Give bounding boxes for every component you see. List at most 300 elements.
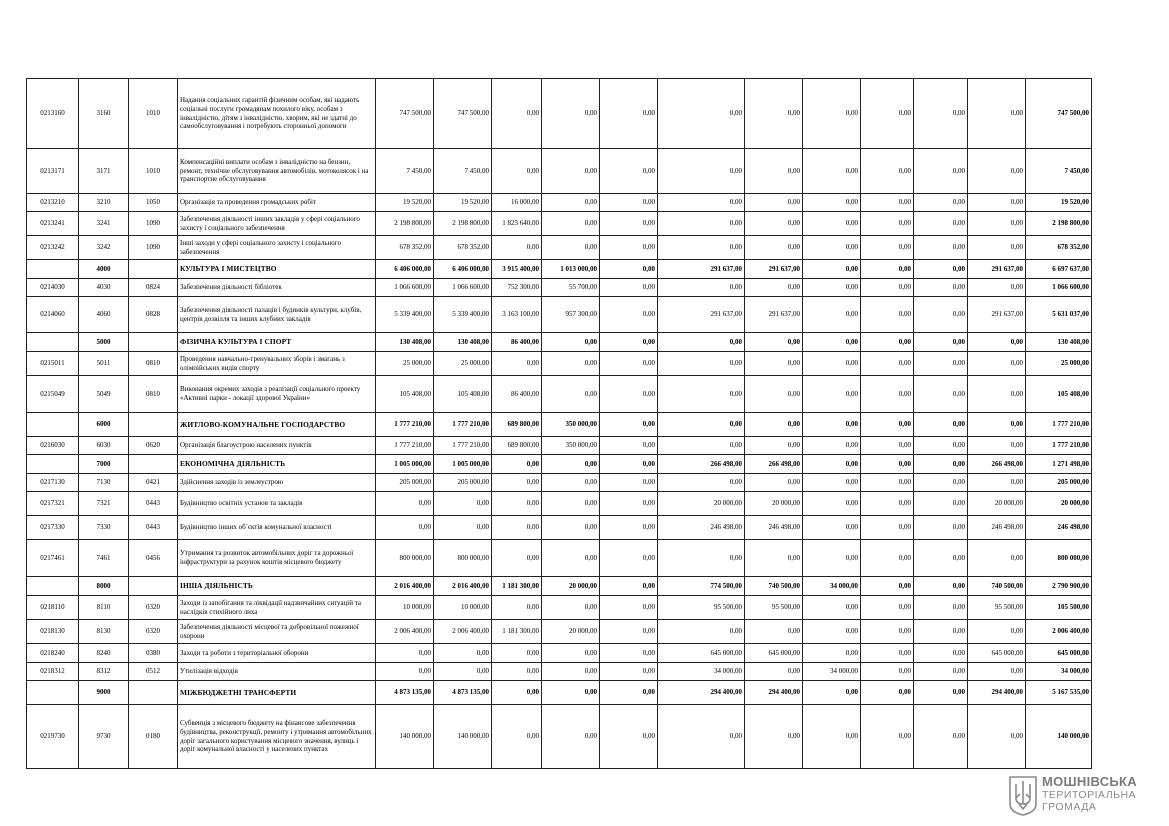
amount-cell: 0,00 — [600, 149, 658, 194]
amount-cell: 20 000,00 — [745, 492, 803, 516]
amount-cell: 0,00 — [803, 516, 861, 540]
amount-cell: 0,00 — [803, 297, 861, 333]
amount-cell: 774 500,00 — [658, 577, 745, 596]
amount-cell: 0,00 — [600, 492, 658, 516]
amount-cell: 0,00 — [376, 644, 434, 663]
amount-cell: 130 408,00 — [434, 333, 492, 352]
amount-cell: 0,00 — [600, 413, 658, 437]
amount-cell: 0,00 — [600, 455, 658, 474]
amount-cell: 1 823 640,00 — [492, 212, 542, 236]
amount-cell: 0,00 — [745, 474, 803, 492]
function-code-cell: 0320 — [129, 620, 178, 644]
amount-cell: 0,00 — [803, 413, 861, 437]
table-row — [27, 149, 1092, 194]
amount-cell: 34 000,00 — [658, 663, 745, 681]
amount-cell: 294 400,00 — [658, 681, 745, 705]
amount-cell: 0,00 — [745, 620, 803, 644]
amount-cell: 0,00 — [745, 376, 803, 413]
amount-cell: 0,00 — [658, 194, 745, 212]
program-code-cell: 0215049 — [27, 376, 79, 413]
function-code-cell — [129, 577, 178, 596]
amount-cell: 4 873 135,00 — [376, 681, 434, 705]
amount-cell: 0,00 — [914, 474, 968, 492]
amount-cell: 20 000,00 — [542, 620, 600, 644]
amount-cell: 2 016 400,00 — [434, 577, 492, 596]
amount-cell: 105 500,00 — [1026, 596, 1092, 620]
amount-cell: 246 498,00 — [745, 516, 803, 540]
program-name-cell: Будівництво освітніх установ та закладів — [178, 492, 376, 516]
amount-cell: 0,00 — [542, 596, 600, 620]
program-code-cell: 0213241 — [27, 212, 79, 236]
function-code-cell: 1010 — [129, 149, 178, 194]
amount-cell: 140 000,00 — [434, 705, 492, 769]
amount-cell: 0,00 — [542, 474, 600, 492]
table-row — [27, 663, 1092, 681]
amount-cell: 0,00 — [968, 79, 1026, 149]
program-name-cell: Будівництво інших об`єктів комунальної власності — [178, 516, 376, 540]
amount-cell: 0,00 — [803, 279, 861, 297]
program-number-cell: 9000 — [79, 681, 129, 705]
function-code-cell: 0828 — [129, 297, 178, 333]
amount-cell: 0,00 — [861, 236, 914, 260]
amount-cell: 34 000,00 — [1026, 663, 1092, 681]
amount-cell: 0,00 — [600, 297, 658, 333]
amount-cell: 0,00 — [861, 149, 914, 194]
amount-cell: 645 000,00 — [1026, 644, 1092, 663]
program-code-cell: 0215011 — [27, 352, 79, 376]
amount-cell: 0,00 — [492, 663, 542, 681]
amount-cell: 7 450,00 — [1026, 149, 1092, 194]
amount-cell: 0,00 — [968, 663, 1026, 681]
table-row — [27, 540, 1092, 577]
program-code-cell: 0214060 — [27, 297, 79, 333]
amount-cell: 0,00 — [914, 492, 968, 516]
logo-line-1: МОШНІВСЬКА — [1042, 774, 1137, 789]
program-code-cell: 0217330 — [27, 516, 79, 540]
amount-cell: 105 408,00 — [376, 376, 434, 413]
program-name-cell: Організація та проведення громадських робіт — [178, 194, 376, 212]
amount-cell: 0,00 — [658, 212, 745, 236]
program-number-cell: 6000 — [79, 413, 129, 437]
amount-cell: 0,00 — [861, 376, 914, 413]
amount-cell: 20 000,00 — [1026, 492, 1092, 516]
amount-cell: 5 631 037,00 — [1026, 297, 1092, 333]
amount-cell: 0,00 — [600, 79, 658, 149]
program-number-cell: 3241 — [79, 212, 129, 236]
amount-cell: 752 300,00 — [492, 279, 542, 297]
amount-cell: 95 500,00 — [968, 596, 1026, 620]
amount-cell: 0,00 — [803, 79, 861, 149]
program-number-cell: 3242 — [79, 236, 129, 260]
amount-cell: 0,00 — [803, 212, 861, 236]
amount-cell: 0,00 — [658, 540, 745, 577]
amount-cell: 0,00 — [600, 516, 658, 540]
amount-cell: 0,00 — [492, 681, 542, 705]
amount-cell: 7 450,00 — [376, 149, 434, 194]
program-name-cell: КУЛЬТУРА І МИСТЕЦТВО — [178, 260, 376, 279]
amount-cell: 0,00 — [861, 681, 914, 705]
amount-cell: 0,00 — [600, 577, 658, 596]
amount-cell: 291 637,00 — [968, 297, 1026, 333]
amount-cell: 0,00 — [600, 212, 658, 236]
program-code-cell: 0213242 — [27, 236, 79, 260]
program-code-cell — [27, 455, 79, 474]
amount-cell: 0,00 — [600, 376, 658, 413]
amount-cell: 0,00 — [914, 279, 968, 297]
program-name-cell: Забезпечення діяльності палаців i будинків культури, клубів, центрів дозвілля та iнших клубних закладів — [178, 297, 376, 333]
program-name-cell: Виконання окремих заходів з реалізації соціального проекту «Активні парки - локації здорової України» — [178, 376, 376, 413]
group-row — [27, 413, 1092, 437]
amount-cell: 0,00 — [861, 194, 914, 212]
program-code-cell: 0217321 — [27, 492, 79, 516]
amount-cell: 0,00 — [914, 352, 968, 376]
amount-cell: 0,00 — [914, 596, 968, 620]
amount-cell: 0,00 — [968, 279, 1026, 297]
amount-cell: 0,00 — [600, 663, 658, 681]
program-number-cell: 5011 — [79, 352, 129, 376]
amount-cell: 34 000,00 — [803, 577, 861, 596]
amount-cell: 350 000,00 — [542, 413, 600, 437]
amount-cell: 105 408,00 — [1026, 376, 1092, 413]
group-row — [27, 681, 1092, 705]
amount-cell: 0,00 — [914, 413, 968, 437]
function-code-cell — [129, 413, 178, 437]
amount-cell: 0,00 — [658, 236, 745, 260]
amount-cell: 0,00 — [968, 376, 1026, 413]
program-code-cell: 0217461 — [27, 540, 79, 577]
function-code-cell — [129, 333, 178, 352]
program-code-cell: 0217130 — [27, 474, 79, 492]
table-row — [27, 516, 1092, 540]
amount-cell: 266 498,00 — [745, 455, 803, 474]
program-name-cell: Компенсаційні виплати особам з інвалідністю на бензин, ремонт, технічне обслуговування автомобілів, мотоколясок і на транспортне обслуговування — [178, 149, 376, 194]
amount-cell: 0,00 — [861, 705, 914, 769]
program-code-cell — [27, 681, 79, 705]
amount-cell: 1 066 600,00 — [376, 279, 434, 297]
amount-cell: 0,00 — [968, 413, 1026, 437]
amount-cell: 740 500,00 — [745, 577, 803, 596]
amount-cell: 0,00 — [861, 516, 914, 540]
function-code-cell: 1010 — [129, 79, 178, 149]
program-name-cell: МІЖБЮДЖЕТНІ ТРАНСФЕРТИ — [178, 681, 376, 705]
amount-cell: 86 400,00 — [492, 333, 542, 352]
amount-cell: 246 498,00 — [658, 516, 745, 540]
amount-cell: 0,00 — [745, 194, 803, 212]
amount-cell: 0,00 — [861, 437, 914, 455]
amount-cell: 0,00 — [861, 352, 914, 376]
amount-cell: 6 697 637,00 — [1026, 260, 1092, 279]
amount-cell: 0,00 — [914, 516, 968, 540]
program-name-cell: Проведення навчально-тренувальних зборів і змагань з олімпійських видів спорту — [178, 352, 376, 376]
amount-cell: 0,00 — [914, 149, 968, 194]
table-row — [27, 212, 1092, 236]
amount-cell: 689 800,00 — [492, 413, 542, 437]
amount-cell: 0,00 — [492, 516, 542, 540]
trident-emblem-icon — [1008, 774, 1038, 816]
amount-cell: 0,00 — [542, 352, 600, 376]
amount-cell: 0,00 — [745, 352, 803, 376]
program-number-cell: 7321 — [79, 492, 129, 516]
amount-cell: 6 406 000,00 — [376, 260, 434, 279]
amount-cell: 0,00 — [492, 705, 542, 769]
amount-cell: 0,00 — [600, 352, 658, 376]
amount-cell: 0,00 — [914, 260, 968, 279]
amount-cell: 0,00 — [600, 540, 658, 577]
amount-cell: 0,00 — [745, 279, 803, 297]
amount-cell: 689 800,00 — [492, 437, 542, 455]
amount-cell: 0,00 — [803, 540, 861, 577]
program-number-cell: 9730 — [79, 705, 129, 769]
program-name-cell: ЕКОНОМІЧНА ДІЯЛЬНІСТЬ — [178, 455, 376, 474]
amount-cell: 0,00 — [914, 705, 968, 769]
amount-cell: 1 777 210,00 — [434, 413, 492, 437]
function-code-cell: 1090 — [129, 236, 178, 260]
amount-cell: 1 181 300,00 — [492, 577, 542, 596]
amount-cell: 10 000,00 — [434, 596, 492, 620]
function-code-cell: 0810 — [129, 352, 178, 376]
amount-cell: 0,00 — [600, 596, 658, 620]
amount-cell: 0,00 — [861, 474, 914, 492]
group-row — [27, 333, 1092, 352]
amount-cell: 0,00 — [914, 297, 968, 333]
amount-cell: 0,00 — [968, 236, 1026, 260]
amount-cell: 0,00 — [542, 149, 600, 194]
amount-cell: 7 450,00 — [434, 149, 492, 194]
table-row — [27, 194, 1092, 212]
amount-cell: 130 408,00 — [376, 333, 434, 352]
amount-cell: 266 498,00 — [968, 455, 1026, 474]
table-body — [27, 79, 1092, 769]
amount-cell: 246 498,00 — [968, 516, 1026, 540]
function-code-cell: 0620 — [129, 437, 178, 455]
amount-cell: 0,00 — [745, 212, 803, 236]
amount-cell: 0,00 — [600, 333, 658, 352]
amount-cell: 0,00 — [658, 376, 745, 413]
amount-cell: 0,00 — [968, 212, 1026, 236]
amount-cell: 20 000,00 — [542, 577, 600, 596]
amount-cell: 0,00 — [914, 236, 968, 260]
function-code-cell: 0810 — [129, 376, 178, 413]
program-code-cell: 0218312 — [27, 663, 79, 681]
amount-cell: 957 300,00 — [542, 297, 600, 333]
amount-cell: 645 000,00 — [745, 644, 803, 663]
program-code-cell: 0219730 — [27, 705, 79, 769]
amount-cell: 0,00 — [600, 236, 658, 260]
amount-cell: 0,00 — [745, 540, 803, 577]
amount-cell: 0,00 — [542, 79, 600, 149]
amount-cell: 0,00 — [861, 333, 914, 352]
amount-cell: 2 790 900,00 — [1026, 577, 1092, 596]
table-row — [27, 474, 1092, 492]
amount-cell: 19 520,00 — [1026, 194, 1092, 212]
amount-cell: 0,00 — [658, 79, 745, 149]
amount-cell: 105 408,00 — [434, 376, 492, 413]
program-number-cell: 8130 — [79, 620, 129, 644]
amount-cell: 747 500,00 — [434, 79, 492, 149]
table-row — [27, 376, 1092, 413]
amount-cell: 291 637,00 — [658, 297, 745, 333]
program-code-cell — [27, 333, 79, 352]
amount-cell: 0,00 — [803, 596, 861, 620]
function-code-cell: 1050 — [129, 194, 178, 212]
amount-cell: 0,00 — [914, 79, 968, 149]
table-row — [27, 79, 1092, 149]
amount-cell: 1 777 210,00 — [434, 437, 492, 455]
amount-cell: 1 013 000,00 — [542, 260, 600, 279]
amount-cell: 0,00 — [861, 540, 914, 577]
table-row — [27, 644, 1092, 663]
amount-cell: 0,00 — [968, 620, 1026, 644]
amount-cell: 1 066 600,00 — [434, 279, 492, 297]
amount-cell: 0,00 — [803, 260, 861, 279]
function-code-cell: 0320 — [129, 596, 178, 620]
table-row — [27, 279, 1092, 297]
amount-cell: 20 000,00 — [968, 492, 1026, 516]
program-name-cell: Утримання та розвиток автомобільних доріг та дорожньої інфраструктури за рахунок коштів місцевого бюджету — [178, 540, 376, 577]
amount-cell: 1 777 210,00 — [1026, 437, 1092, 455]
program-number-cell: 7000 — [79, 455, 129, 474]
amount-cell: 0,00 — [434, 663, 492, 681]
amount-cell: 0,00 — [803, 644, 861, 663]
community-logo — [1008, 774, 1158, 818]
function-code-cell: 0380 — [129, 644, 178, 663]
amount-cell: 0,00 — [968, 149, 1026, 194]
group-row — [27, 260, 1092, 279]
program-name-cell: Забезпечення діяльності інших закладів у сфері соціального захисту і соціального забезпечення — [178, 212, 376, 236]
amount-cell: 0,00 — [914, 212, 968, 236]
amount-cell: 0,00 — [658, 705, 745, 769]
amount-cell: 2 006 400,00 — [1026, 620, 1092, 644]
amount-cell: 0,00 — [600, 260, 658, 279]
amount-cell: 0,00 — [492, 492, 542, 516]
amount-cell: 0,00 — [861, 413, 914, 437]
function-code-cell: 1090 — [129, 212, 178, 236]
amount-cell: 0,00 — [542, 516, 600, 540]
amount-cell: 747 500,00 — [376, 79, 434, 149]
amount-cell: 0,00 — [861, 212, 914, 236]
amount-cell: 0,00 — [861, 620, 914, 644]
amount-cell: 0,00 — [803, 149, 861, 194]
amount-cell: 0,00 — [914, 437, 968, 455]
program-code-cell — [27, 413, 79, 437]
amount-cell: 0,00 — [803, 194, 861, 212]
amount-cell: 95 500,00 — [658, 596, 745, 620]
amount-cell: 0,00 — [434, 492, 492, 516]
table-row — [27, 437, 1092, 455]
amount-cell: 0,00 — [542, 663, 600, 681]
amount-cell: 0,00 — [600, 681, 658, 705]
amount-cell: 0,00 — [914, 681, 968, 705]
program-number-cell: 5000 — [79, 333, 129, 352]
amount-cell: 0,00 — [968, 194, 1026, 212]
amount-cell: 2 006 400,00 — [434, 620, 492, 644]
amount-cell: 1 777 210,00 — [376, 413, 434, 437]
amount-cell: 3 915 400,00 — [492, 260, 542, 279]
amount-cell: 0,00 — [914, 333, 968, 352]
function-code-cell — [129, 455, 178, 474]
program-number-cell: 3160 — [79, 79, 129, 149]
amount-cell: 205 000,00 — [1026, 474, 1092, 492]
amount-cell: 740 500,00 — [968, 577, 1026, 596]
amount-cell: 246 498,00 — [1026, 516, 1092, 540]
program-name-cell: Утилізація відходів — [178, 663, 376, 681]
amount-cell: 0,00 — [542, 236, 600, 260]
amount-cell: 0,00 — [542, 681, 600, 705]
amount-cell: 678 352,00 — [434, 236, 492, 260]
amount-cell: 0,00 — [968, 705, 1026, 769]
amount-cell: 19 520,00 — [376, 194, 434, 212]
amount-cell: 645 000,00 — [658, 644, 745, 663]
program-number-cell: 8240 — [79, 644, 129, 663]
amount-cell: 0,00 — [803, 437, 861, 455]
program-code-cell — [27, 577, 79, 596]
amount-cell: 350 000,00 — [542, 437, 600, 455]
amount-cell: 0,00 — [861, 577, 914, 596]
amount-cell: 2 198 800,00 — [376, 212, 434, 236]
amount-cell: 0,00 — [658, 437, 745, 455]
amount-cell: 645 000,00 — [968, 644, 1026, 663]
amount-cell: 140 000,00 — [376, 705, 434, 769]
budget-table — [26, 78, 1092, 769]
group-row — [27, 455, 1092, 474]
program-name-cell: Забезпечення діяльності місцевої та добровільної пожежної охорони — [178, 620, 376, 644]
program-number-cell: 4030 — [79, 279, 129, 297]
function-code-cell: 0443 — [129, 516, 178, 540]
function-code-cell: 0512 — [129, 663, 178, 681]
amount-cell: 800 000,00 — [1026, 540, 1092, 577]
amount-cell: 0,00 — [492, 79, 542, 149]
amount-cell: 0,00 — [914, 663, 968, 681]
amount-cell: 0,00 — [600, 194, 658, 212]
amount-cell: 0,00 — [658, 333, 745, 352]
program-code-cell: 0214030 — [27, 279, 79, 297]
amount-cell: 0,00 — [542, 705, 600, 769]
amount-cell: 0,00 — [745, 437, 803, 455]
amount-cell: 0,00 — [861, 260, 914, 279]
amount-cell: 0,00 — [658, 620, 745, 644]
program-number-cell: 5049 — [79, 376, 129, 413]
amount-cell: 0,00 — [658, 352, 745, 376]
amount-cell: 205 000,00 — [434, 474, 492, 492]
program-name-cell: ЖИТЛОВО-КОМУНАЛЬНЕ ГОСПОДАРСТВО — [178, 413, 376, 437]
amount-cell: 20 000,00 — [658, 492, 745, 516]
amount-cell: 34 000,00 — [803, 663, 861, 681]
amount-cell: 0,00 — [600, 705, 658, 769]
function-code-cell: 0421 — [129, 474, 178, 492]
table-row — [27, 352, 1092, 376]
amount-cell: 4 873 135,00 — [434, 681, 492, 705]
function-code-cell — [129, 260, 178, 279]
amount-cell: 0,00 — [492, 236, 542, 260]
amount-cell: 291 637,00 — [745, 297, 803, 333]
amount-cell: 0,00 — [861, 492, 914, 516]
amount-cell: 0,00 — [745, 705, 803, 769]
amount-cell: 678 352,00 — [1026, 236, 1092, 260]
amount-cell: 0,00 — [861, 297, 914, 333]
amount-cell: 0,00 — [803, 352, 861, 376]
amount-cell: 0,00 — [542, 455, 600, 474]
program-code-cell: 0218130 — [27, 620, 79, 644]
program-name-cell: ФІЗИЧНА КУЛЬТУРА І СПОРТ — [178, 333, 376, 352]
amount-cell: 0,00 — [861, 644, 914, 663]
amount-cell: 0,00 — [434, 516, 492, 540]
program-code-cell: 0213171 — [27, 149, 79, 194]
program-name-cell: Організація благоустрою населених пунктів — [178, 437, 376, 455]
amount-cell: 5 339 400,00 — [376, 297, 434, 333]
amount-cell: 291 637,00 — [658, 260, 745, 279]
function-code-cell: 0456 — [129, 540, 178, 577]
amount-cell: 0,00 — [745, 413, 803, 437]
